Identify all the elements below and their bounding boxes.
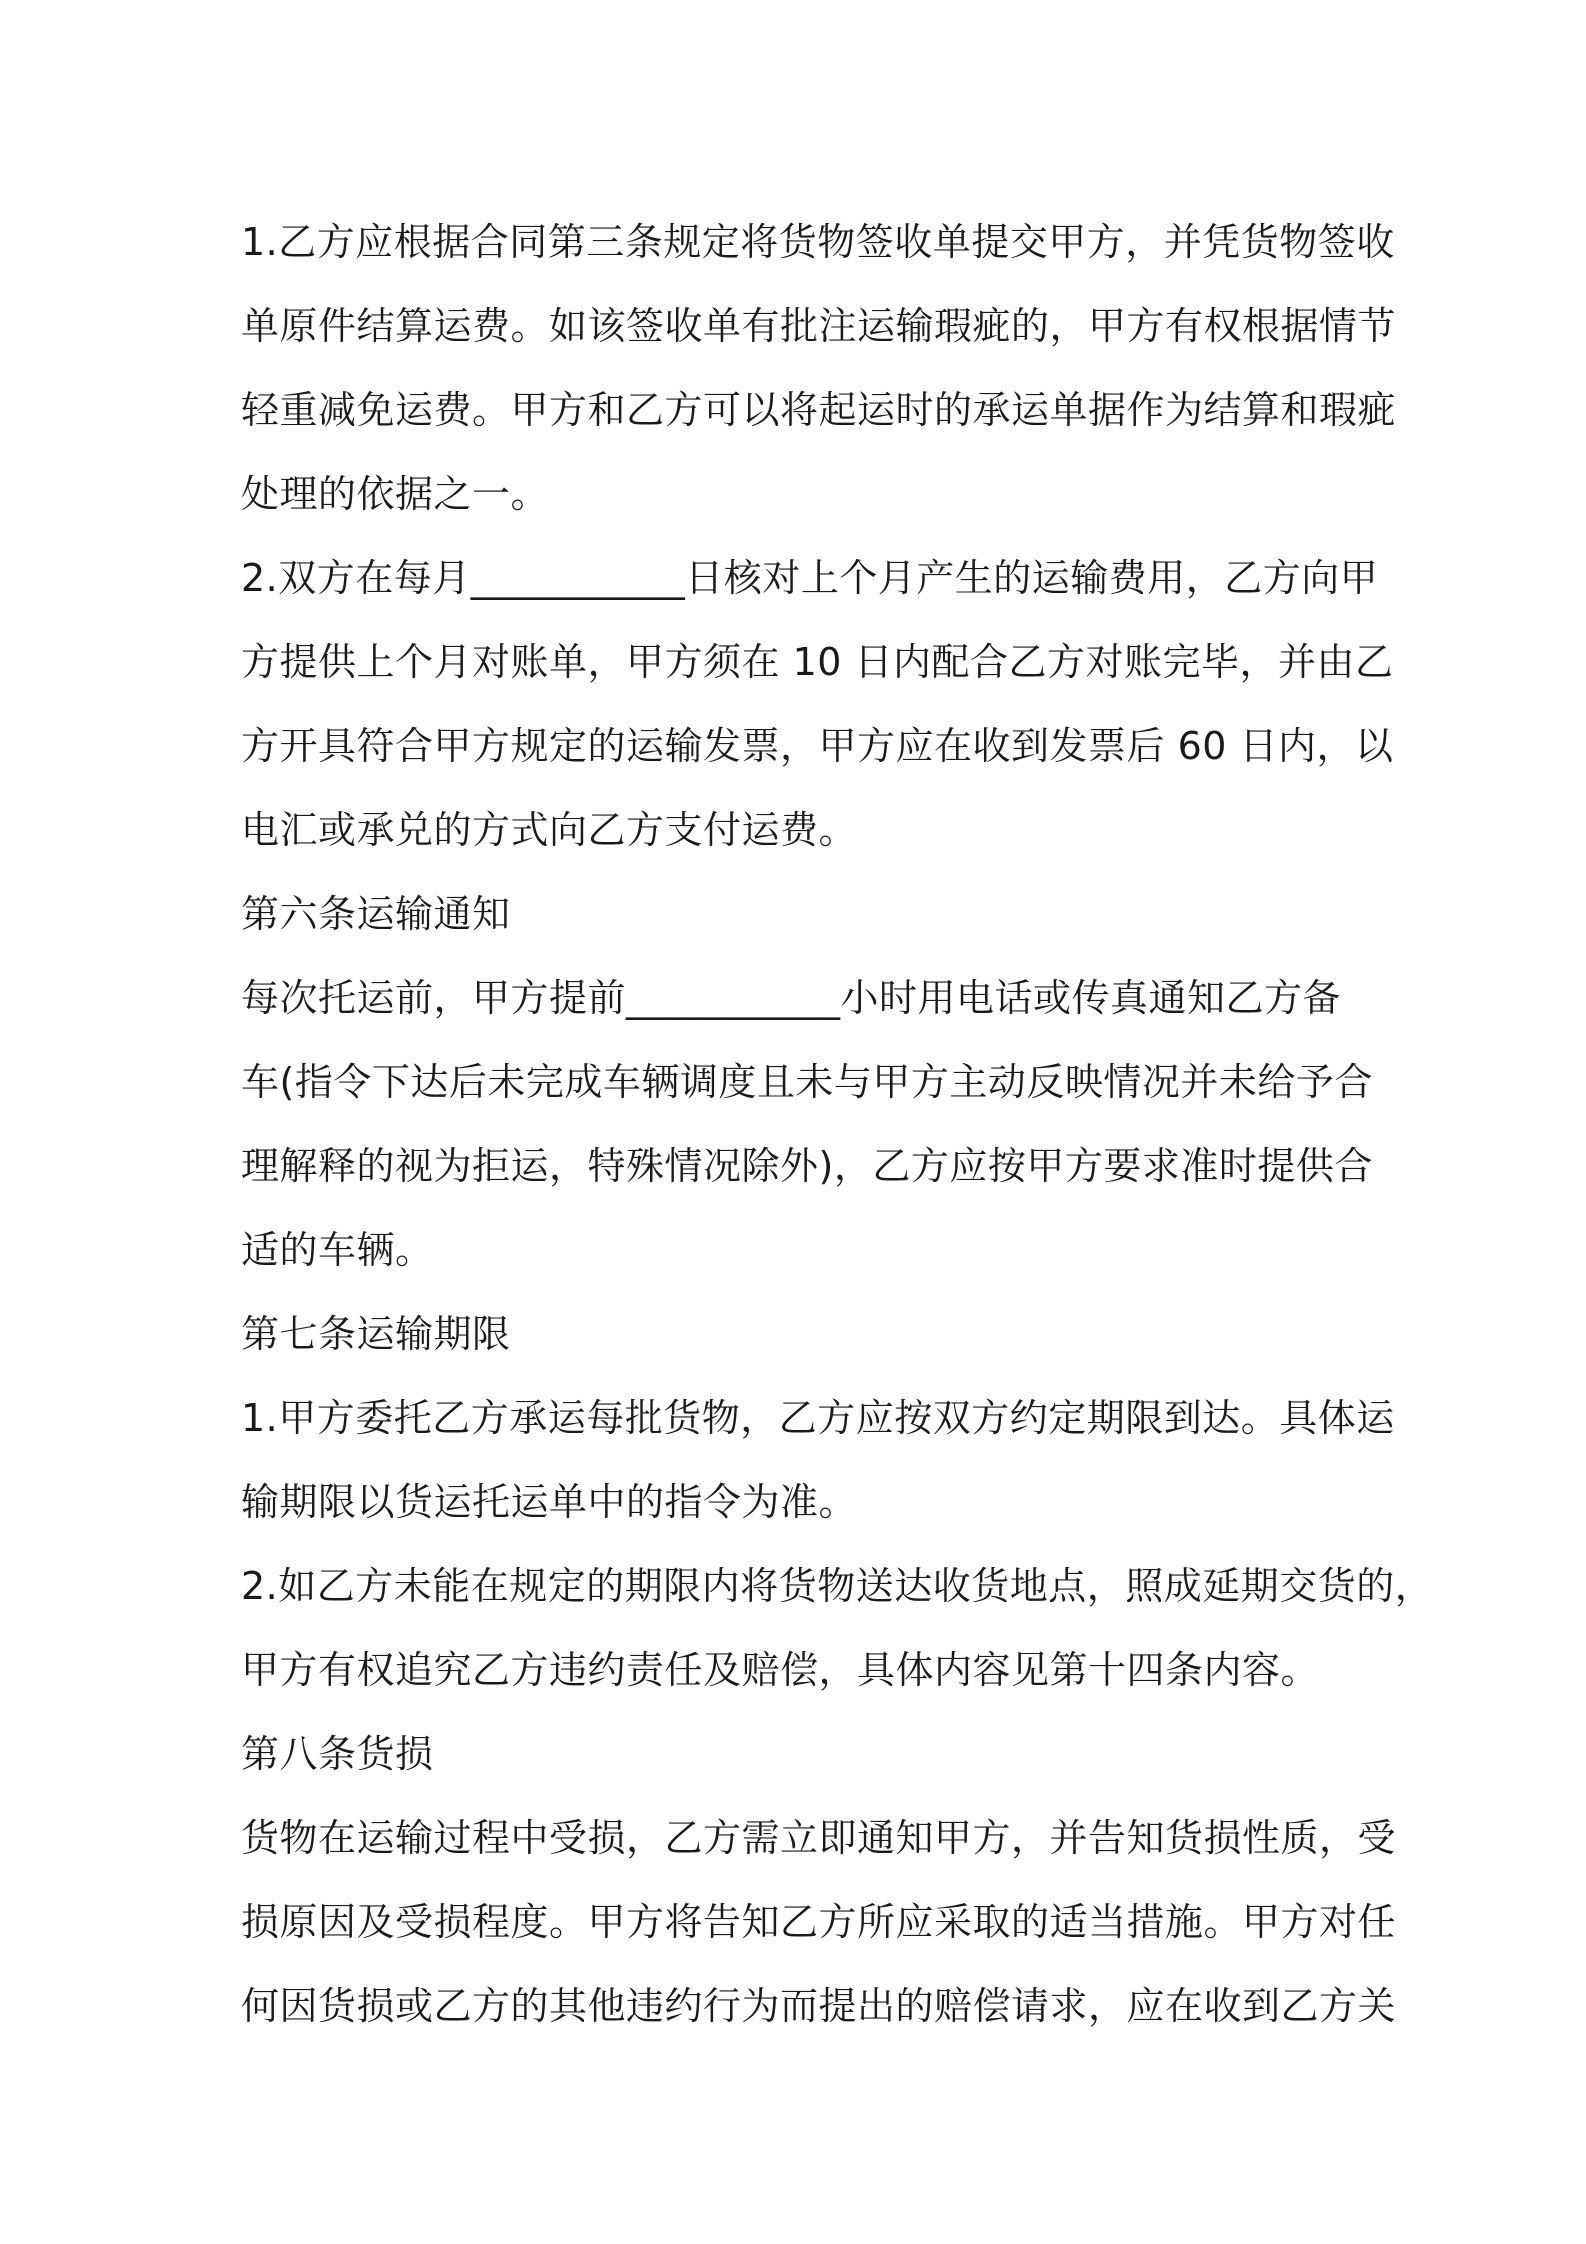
text-line: 单原件结算运费。如该签收单有批注运输瑕疵的，甲方有权根据情节	[241, 304, 1397, 348]
text-line: 甲方有权追究乙方违约责任及赔偿，具体内容见第十四条内容。	[241, 1648, 1320, 1692]
text-line: 理解释的视为拒运，特殊情况除外)，乙方应按甲方要求准时提供合	[241, 1144, 1373, 1188]
text-line: 电汇或承兑的方式向乙方支付运费。	[241, 808, 858, 852]
text-line: 每次托运前，甲方提前___________小时用电话或传真通知乙方备	[241, 976, 1342, 1020]
section-heading: 第七条运输期限	[241, 1312, 511, 1356]
text-line: 1.甲方委托乙方承运每批货物，乙方应按双方约定期限到达。具体运	[241, 1396, 1395, 1440]
text-line: 方开具符合甲方规定的运输发票，甲方应在收到发票后 60 日内，以	[241, 724, 1394, 768]
text-line: 轻重减免运费。甲方和乙方可以将起运时的承运单据作为结算和瑕疵	[241, 388, 1397, 432]
text-line: 损原因及受损程度。甲方将告知乙方所应采取的适当措施。甲方对任	[241, 1900, 1397, 1944]
text-line: 适的车辆。	[241, 1228, 434, 1272]
text-line: 货物在运输过程中受损，乙方需立即通知甲方，并告知货损性质，受	[241, 1816, 1397, 1860]
section-heading: 第六条运输通知	[241, 892, 511, 936]
text-line: 输期限以货运托运单中的指令为准。	[241, 1480, 858, 1524]
text-line: 何因货损或乙方的其他违约行为而提出的赔偿请求，应在收到乙方关	[241, 1984, 1397, 2028]
section-heading: 第八条货损	[241, 1732, 434, 1776]
text-line: 2.如乙方未能在规定的期限内将货物送达收货地点，照成延期交货的，	[241, 1564, 1434, 1608]
text-line: 方提供上个月对账单，甲方须在 10 日内配合乙方对账完毕，并由乙	[241, 640, 1394, 684]
text-line: 处理的依据之一。	[241, 472, 550, 516]
text-line: 车(指令下达后未完成车辆调度且未与甲方主动反映情况并未给予合	[241, 1060, 1373, 1104]
document-body	[241, 200, 1434, 2048]
text-line: 1.乙方应根据合同第三条规定将货物签收单提交甲方，并凭货物签收	[241, 220, 1395, 264]
text-line: 2.双方在每月___________日核对上个月产生的运输费用，乙方向甲	[241, 556, 1379, 600]
